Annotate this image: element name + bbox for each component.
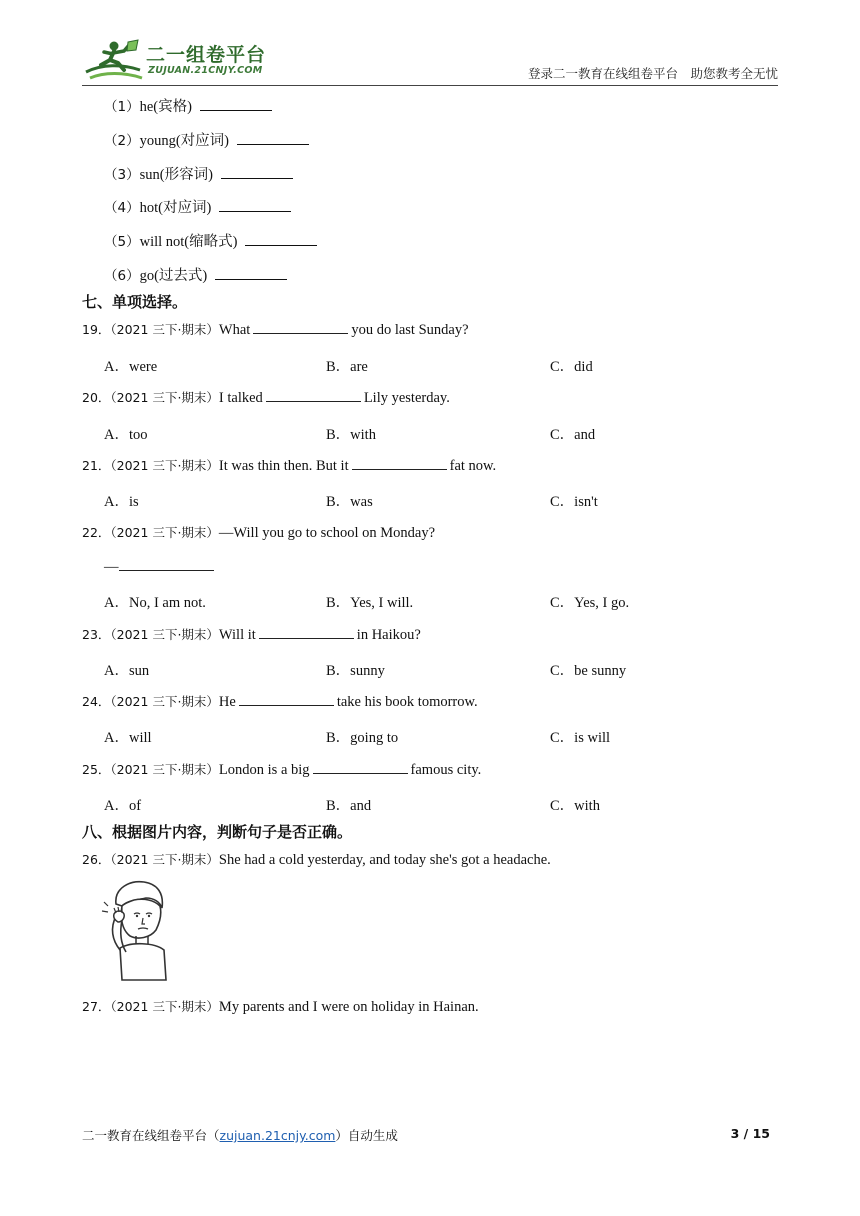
question-text: London is a big: [218, 762, 310, 778]
page-number: 3 / 15: [730, 1126, 770, 1141]
question-25: [82, 760, 481, 779]
question-number: 25．: [82, 762, 111, 777]
option-c[interactable]: C．and: [550, 427, 596, 443]
question-number: 27．: [82, 999, 111, 1014]
question-20: [82, 388, 450, 407]
section-heading-7: 七、单项选择。: [82, 293, 188, 311]
question-source: （2021 三下·期末）: [110, 627, 219, 642]
item-text: young(对应词): [139, 133, 230, 149]
footer-text-b: ）自动生成: [335, 1128, 398, 1143]
word-item: [104, 129, 309, 150]
question-text: She had a cold yesterday, and today she's got a headache.: [218, 852, 551, 868]
question-source: （2021 三下·期末）: [110, 694, 219, 709]
question-number: 20．: [82, 390, 111, 405]
word-item: [104, 95, 272, 116]
question-text: What: [218, 322, 251, 338]
question-number: 21．: [82, 458, 111, 473]
question-21: [82, 456, 496, 475]
answer-blank[interactable]: [245, 233, 317, 246]
option-b[interactable]: B．with: [326, 427, 376, 443]
header-divider: [82, 85, 778, 86]
question-source: （2021 三下·期末）: [110, 390, 219, 405]
option-b[interactable]: B．are: [326, 359, 368, 375]
option-b[interactable]: B．and: [326, 798, 372, 814]
option-b[interactable]: B．was: [326, 494, 373, 510]
logo: [84, 38, 274, 82]
item-number: （1）: [104, 99, 140, 115]
option-a[interactable]: A．will: [104, 730, 152, 746]
answer-blank[interactable]: [313, 761, 408, 774]
footer-text-a: 二一教育在线组卷平台（: [82, 1128, 220, 1143]
word-item: [104, 163, 293, 184]
item-number: （2）: [104, 133, 140, 149]
question-text: My parents and I were on holiday in Hainan.: [218, 999, 479, 1015]
option-b[interactable]: B．going to: [326, 730, 399, 746]
answer-blank[interactable]: [352, 457, 447, 470]
option-a[interactable]: A．too: [104, 427, 148, 443]
item-text: hot(对应词): [139, 200, 212, 216]
option-c[interactable]: C．with: [550, 798, 600, 814]
question-text: —Will you go to school on Monday?: [218, 525, 436, 541]
question-source: （2021 三下·期末）: [110, 852, 219, 867]
item-number: （6）: [104, 268, 140, 284]
question-source: （2021 三下·期末）: [110, 525, 219, 540]
question-number: 24．: [82, 694, 111, 709]
answer-blank[interactable]: [266, 389, 361, 402]
logo-title: 二一组卷平台: [146, 44, 267, 66]
option-c[interactable]: C．Yes, I go.: [550, 595, 630, 611]
item-text: go(过去式): [139, 268, 208, 284]
question-22: [82, 523, 435, 542]
answer-blank[interactable]: [259, 626, 354, 639]
question-number: 22．: [82, 525, 111, 540]
option-a[interactable]: A．of: [104, 798, 142, 814]
item-number: （4）: [104, 200, 140, 216]
item-number: （3）: [104, 167, 140, 183]
item-text: sun(形容词): [139, 167, 213, 183]
word-item: [104, 264, 287, 285]
question-text-after: famous city.: [410, 762, 482, 778]
question-text-after: fat now.: [449, 458, 497, 474]
answer-blank[interactable]: [239, 693, 334, 706]
item-text: will not(缩略式): [139, 234, 238, 250]
question-text-after: you do last Sunday?: [351, 322, 469, 338]
header-tagline: 登录二一教育在线组卷平台 助您教考全无忧: [527, 66, 778, 81]
option-b[interactable]: B．Yes, I will.: [326, 595, 414, 611]
question-number: 19．: [82, 322, 111, 337]
answer-blank[interactable]: [237, 132, 309, 145]
answer-blank[interactable]: [221, 166, 293, 179]
logo-subtitle: ZUJUAN.21CNJY.COM: [148, 65, 263, 76]
option-c[interactable]: C．isn't: [550, 494, 598, 510]
question-19: [82, 320, 469, 339]
footer-credit: [82, 1126, 398, 1144]
answer-blank[interactable]: [119, 558, 214, 571]
question-24: [82, 692, 478, 711]
question-26: [82, 850, 551, 869]
option-c[interactable]: C．did: [550, 359, 593, 375]
dash-prefix: —: [104, 559, 119, 575]
answer-blank[interactable]: [253, 321, 348, 334]
option-a[interactable]: A．sun: [104, 663, 150, 679]
answer-blank[interactable]: [200, 98, 272, 111]
question-source: （2021 三下·期末）: [110, 458, 219, 473]
word-item: [104, 196, 291, 217]
section-heading-8: 八、根据图片内容，判断句子是否正确。: [82, 823, 353, 841]
option-a[interactable]: A．were: [104, 359, 158, 375]
runner-logo-icon: [84, 38, 144, 82]
question-text-after: take his book tomorrow.: [336, 694, 478, 710]
question-number: 26．: [82, 852, 111, 867]
question-text: Will it: [218, 627, 256, 643]
question-text-after: Lily yesterday.: [363, 390, 450, 406]
question-text: I talked: [218, 390, 263, 406]
option-c[interactable]: C．is will: [550, 730, 611, 746]
question-text: He: [218, 694, 236, 710]
question-text-after: in Haikou?: [356, 627, 421, 643]
question-number: 23．: [82, 627, 111, 642]
question-source: （2021 三下·期末）: [110, 762, 219, 777]
item-number: （5）: [104, 234, 140, 250]
question-23: [82, 625, 421, 644]
question-text: It was thin then. But it: [218, 458, 349, 474]
word-item: [104, 230, 317, 251]
question-22-answer-line: [104, 558, 217, 576]
option-c[interactable]: C．be sunny: [550, 663, 627, 679]
footer-link[interactable]: zujuan.21cnjy.com: [219, 1128, 336, 1143]
option-a[interactable]: A．No, I am not.: [104, 595, 206, 611]
question-27: [82, 997, 479, 1016]
question-source: （2021 三下·期末）: [110, 999, 219, 1014]
option-b[interactable]: B．sunny: [326, 663, 385, 679]
girl-headache-illustration: [100, 878, 172, 984]
answer-blank[interactable]: [215, 267, 287, 280]
item-text: he(宾格): [139, 99, 192, 115]
answer-blank[interactable]: [219, 199, 291, 212]
option-a[interactable]: A．is: [104, 494, 139, 510]
question-source: （2021 三下·期末）: [110, 322, 219, 337]
